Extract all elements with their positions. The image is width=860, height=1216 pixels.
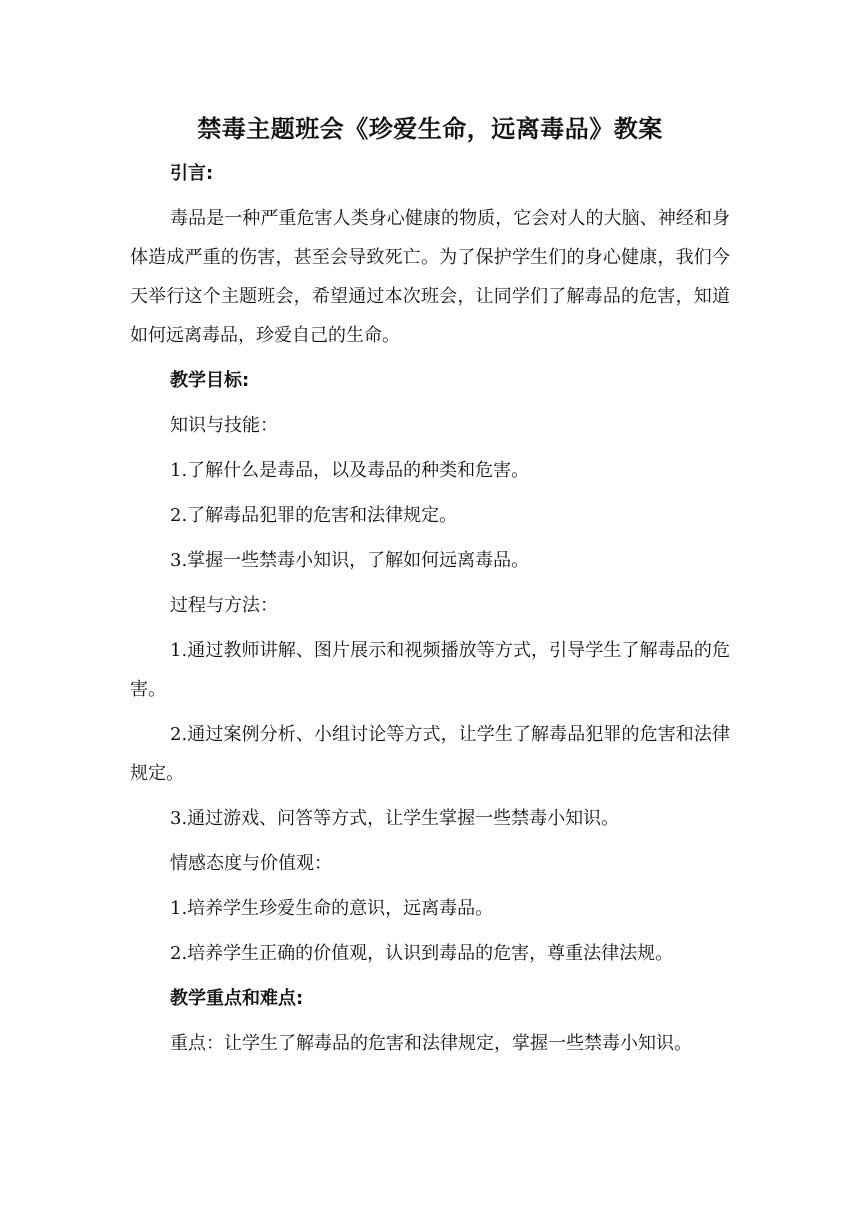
intro-heading: 引言: bbox=[170, 163, 214, 184]
knowledge-item-2: 2.了解毒品犯罪的危害和法律规定。 bbox=[170, 505, 458, 526]
key-points-heading: 教学重点和难点: bbox=[170, 988, 304, 1009]
goals-heading: 教学目标: bbox=[170, 370, 250, 391]
emotion-heading: 情感态度与价值观： bbox=[170, 853, 332, 874]
knowledge-item-3: 3.掌握一些禁毒小知识，了解如何远离毒品。 bbox=[170, 550, 530, 571]
process-item-3: 3.通过游戏、问答等方式，让学生掌握一些禁毒小知识。 bbox=[170, 808, 620, 829]
key-point-text: 重点：让学生了解毒品的危害和法律规定，掌握一些禁毒小知识。 bbox=[170, 1033, 692, 1054]
document-title: 禁毒主题班会《珍爱生命，远离毒品》教案 bbox=[197, 115, 663, 143]
process-item-2: 2.通过案例分析、小组讨论等方式，让学生了解毒品犯罪的危害和法律规定。 bbox=[130, 724, 730, 784]
emotion-item-2: 2.培养学生正确的价值观，认识到毒品的危害，尊重法律法规。 bbox=[170, 943, 674, 964]
document-body bbox=[130, 154, 730, 1063]
knowledge-item-1: 1.了解什么是毒品，以及毒品的种类和危害。 bbox=[170, 460, 530, 481]
emotion-item-1: 1.培养学生珍爱生命的意识，远离毒品。 bbox=[170, 898, 494, 919]
process-item-1: 1.通过教师讲解、图片展示和视频播放等方式，引导学生了解毒品的危害。 bbox=[130, 640, 730, 700]
intro-paragraph: 毒品是一种严重危害人类身心健康的物质，它会对人的大脑、神经和身体造成严重的伤害，甚至会导致死亡。为了保护学生们的身心健康，我们今天举行这个主题班会，希望通过本次班会，让同学们了解毒品的危害，知道如何远离毒品，珍爱自己的生命。 bbox=[130, 208, 730, 346]
process-heading: 过程与方法： bbox=[170, 595, 278, 616]
knowledge-heading: 知识与技能： bbox=[170, 415, 278, 436]
